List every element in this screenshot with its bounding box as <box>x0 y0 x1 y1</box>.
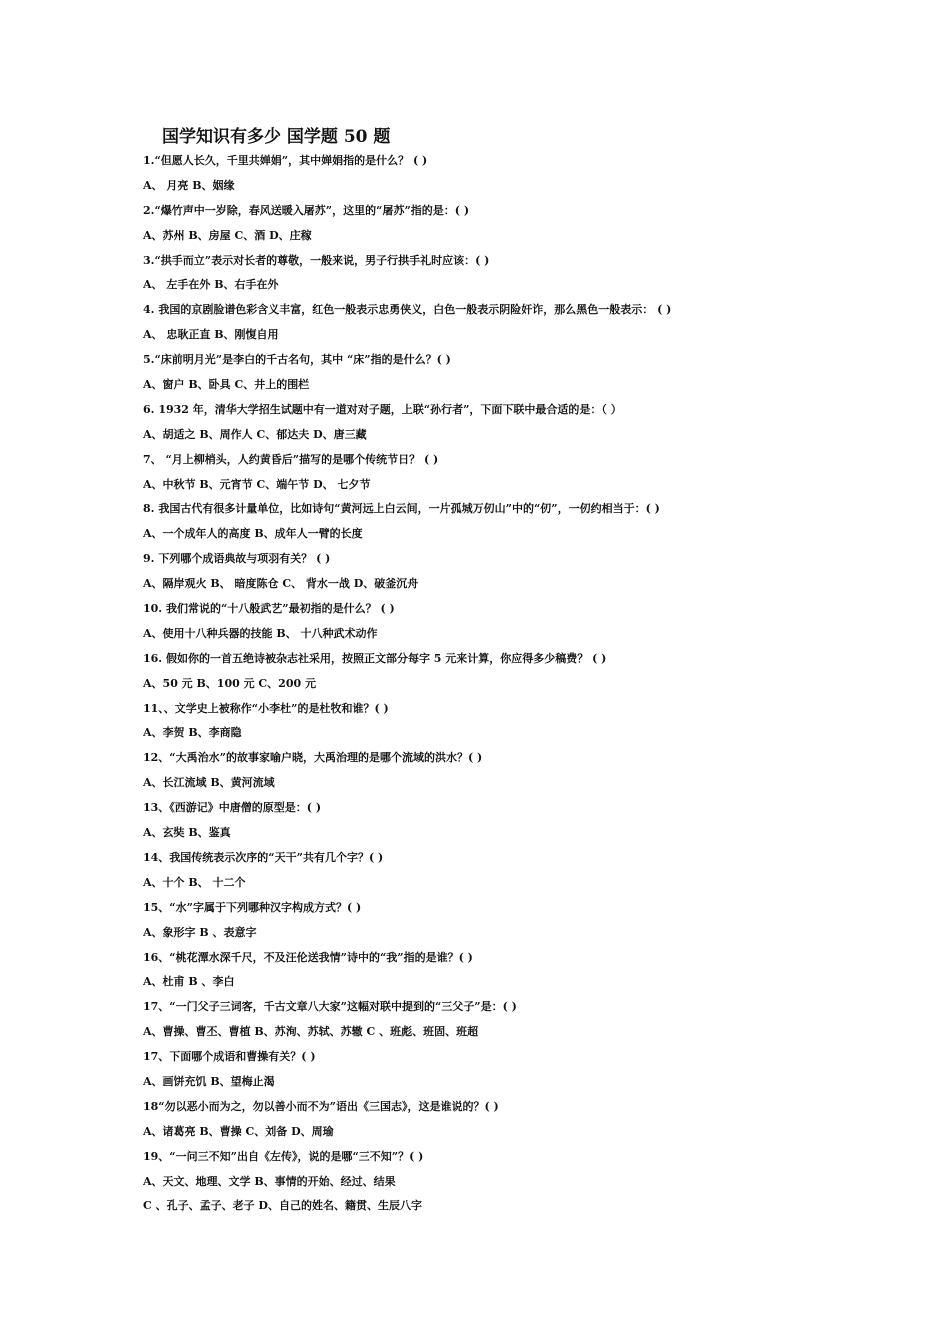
text-line: 16. 假如你的一首五绝诗被杂志社采用，按照正文部分每字 5 元来计算，你应得多少稿费？ ( ) <box>143 651 607 665</box>
text-line: 16、“桃花潭水深千尺，不及汪伦送我情”诗中的“我”指的是谁？( ) <box>143 950 473 964</box>
text-line: 15、“水”字属于下列哪种汉字构成方式？( ) <box>143 900 362 914</box>
text-line: A、诸葛亮 B、曹操 C、刘备 D、周瑜 <box>143 1124 334 1138</box>
text-line: 13、《西游记》中唐僧的原型是：( ) <box>143 801 322 815</box>
text-line: 8. 我国古代有很多计量单位，比如诗句“黄河远上白云间，一片孤城万仞山”中的“仞”，一仞约相当于：( ) <box>143 502 660 516</box>
text-line: 1.“但愿人长久，千里共婵娟”，其中婵娟指的是什么？ ( ) <box>143 154 428 167</box>
text-line: A、长江流域 B、黄河流域 <box>143 776 275 790</box>
text-line: A、一个成年人的高度 B、成年人一臂的长度 <box>143 527 363 541</box>
text-line: A、胡适之 B、周作人 C、郁达夫 D、唐三藏 <box>143 427 367 441</box>
text-line: A、 月亮 B、姻缘 <box>143 178 235 192</box>
text-line: 11、、文学史上被称作“小李杜”的是杜牧和谁？( ) <box>143 701 389 715</box>
text-line: 17、下面哪个成语和曹操有关？( ) <box>143 1050 316 1064</box>
text-line: 5.“床前明月光”是李白的千古名句，其中 “床”指的是什么？( ) <box>143 353 451 367</box>
text-line: A、李贺 B、李商隐 <box>143 726 242 740</box>
text-line: C 、孔子、孟子、老子 D、自己的姓名、籍贯、生辰八字 <box>143 1199 422 1213</box>
text-line: A、窗户 B、卧具 C、井上的围栏 <box>143 378 310 392</box>
text-line: 18“勿以恶小而为之，勿以善小而不为”语出《三国志》，这是谁说的？( ) <box>143 1099 499 1113</box>
text-line: 7、 “月上柳梢头，人约黄昏后”描写的是哪个传统节日？ ( ) <box>143 452 439 466</box>
text-line: A、画饼充饥 B、望梅止渴 <box>143 1074 275 1088</box>
text-line: A、50 元 B、100 元 C、200 元 <box>143 676 316 690</box>
text-line: 4. 我国的京剧脸谱色彩含义丰富，红色一般表示忠勇侠义，白色一般表示阴险奸诈，那么黑色一般表示： ( ) <box>143 303 672 317</box>
text-line: A、中秋节 B、元宵节 C、端午节 D、 七夕节 <box>143 477 371 491</box>
text-line: 12、“大禹治水”的故事家喻户晓，大禹治理的是哪个流域的洪水？( ) <box>143 751 483 765</box>
text-line: A、 忠耿正直 B、刚愎自用 <box>143 328 279 342</box>
question-list <box>143 149 933 1219</box>
text-line: A、 左手在外 B、右手在外 <box>143 278 279 292</box>
text-line: A、十个 B、 十二个 <box>143 875 246 889</box>
text-line: A、隔岸观火 B、 暗度陈仓 C、 背水一战 D、破釜沉舟 <box>143 577 419 591</box>
text-line: A、玄奘 B、鉴真 <box>143 826 231 840</box>
text-line: 10. 我们常说的“十八般武艺”最初指的是什么？ ( ) <box>143 602 395 616</box>
text-line: 9. 下列哪个成语典故与项羽有关？ ( ) <box>143 552 331 566</box>
text-line: 14、我国传统表示次序的“天干”共有几个字？( ) <box>143 850 384 864</box>
text-line: 3.“拱手而立”表示对长者的尊敬，一般来说，男子行拱手礼时应该：( ) <box>143 253 490 267</box>
text-line: 19、“一问三不知”出自《左传》，说的是哪“三不知”？( ) <box>143 1149 424 1163</box>
text-line: A、杜甫 B 、李白 <box>143 975 235 989</box>
text-line: A、天文、地理、文学 B、事情的开始、经过、结果 <box>143 1174 396 1188</box>
text-line: A、曹操、曹丕、曹植 B、苏洵、苏轼、苏辙 C 、班彪、班固、班超 <box>143 1025 479 1039</box>
page-title: 国学知识有多少 国学题 50 题 <box>162 127 391 147</box>
text-line: 2.“爆竹声中一岁除，春风送暖入屠苏”，这里的“屠苏”指的是：( ) <box>143 203 470 217</box>
text-line: 17、“一门父子三词客，千古文章八大家”这幅对联中提到的“三父子”是：( ) <box>143 1000 517 1014</box>
text-line: 6. 1932 年，清华大学招生试题中有一道对对子题，上联“孙行者”，下面下联中最合适的是：（ ） <box>143 402 622 416</box>
text-line: A、苏州 B、房屋 C、酒 D、庄稼 <box>143 228 312 242</box>
text-line: A、使用十八种兵器的技能 B、 十八种武术动作 <box>143 626 378 640</box>
text-line: A、象形字 B 、表意字 <box>143 925 257 939</box>
